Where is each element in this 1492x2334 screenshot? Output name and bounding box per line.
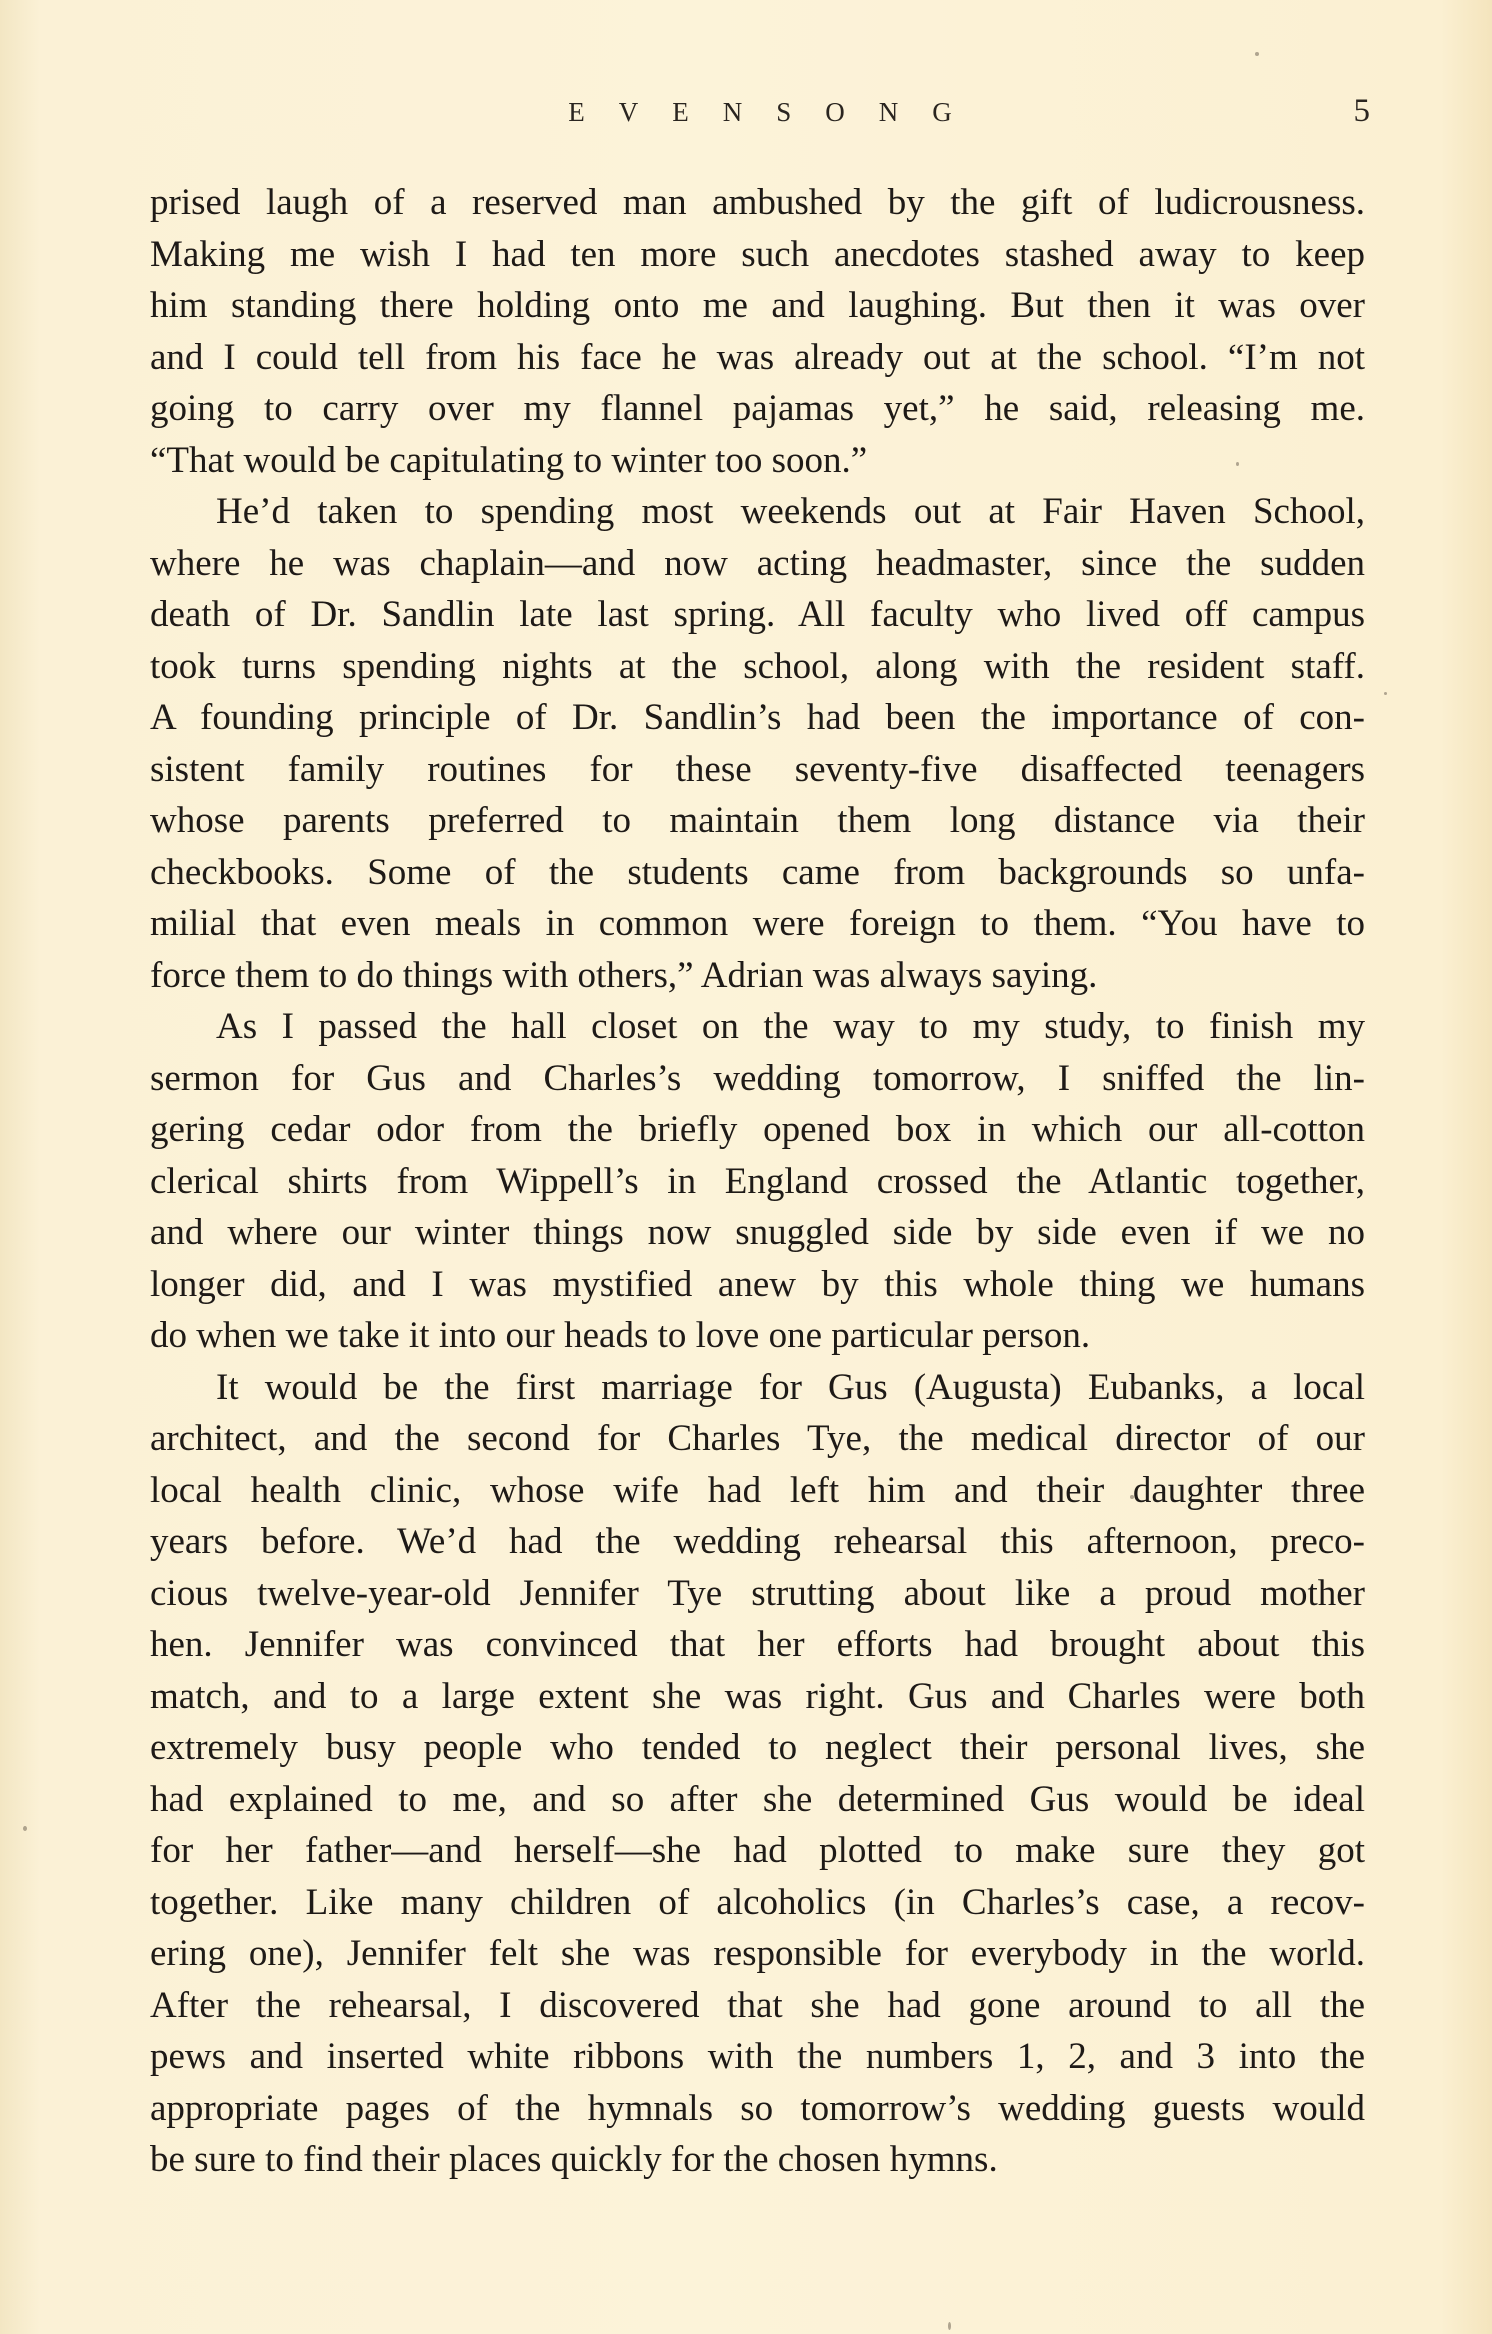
text-line: “That would be capitulating to winter too soon.” <box>150 439 868 481</box>
text-line: gering cedar odor from the briefly opened box in which our all-cotton <box>150 1109 1365 1150</box>
page-number: 5 <box>1353 93 1370 129</box>
text-line: ering one), Jennifer felt she was responsible for everybody in the world. <box>150 1933 1365 1974</box>
text-line: clerical shirts from Wippell’s in England crossed the Atlantic together, <box>150 1160 1365 1202</box>
text-line: As I passed the hall closet on the way to my study, to finish my <box>216 1006 1365 1047</box>
text-line: sistent family routines for these seventy-five disaffected teenagers <box>150 748 1365 790</box>
text-line: where he was chaplain—and now acting headmaster, since the sudden <box>150 542 1365 584</box>
text-line: architect, and the second for Charles Tye, the medical director of our <box>150 1418 1365 1459</box>
text-line: hen. Jennifer was convinced that her efforts had brought about this <box>150 1624 1365 1665</box>
paper-speck <box>23 1826 27 1831</box>
paragraph <box>150 486 1365 1001</box>
text-line: longer did, and I was mystified anew by this whole thing we humans <box>150 1263 1365 1305</box>
text-line: and where our winter things now snuggled side by side even if we no <box>150 1212 1365 1253</box>
paragraph <box>150 1001 1365 1362</box>
text-line: It would be the first marriage for Gus (Augusta) Eubanks, a local <box>216 1366 1365 1408</box>
text-line: milial that even meals in common were foreign to them. “You have to <box>150 903 1365 944</box>
text-line: sermon for Gus and Charles’s wedding tomorrow, I sniffed the lin- <box>150 1057 1365 1099</box>
paper-speck <box>1255 52 1259 56</box>
running-head <box>150 93 1370 133</box>
text-line: and I could tell from his face he was already out at the school. “I’m not <box>150 336 1365 378</box>
text-line: had explained to me, and so after she determined Gus would be ideal <box>150 1778 1365 1820</box>
text-line: local health clinic, whose wife had left him and their daughter three <box>150 1469 1365 1511</box>
text-line: After the rehearsal, I discovered that she had gone around to all the <box>150 1984 1365 2026</box>
text-line: him standing there holding onto me and laughing. But then it was over <box>150 285 1365 326</box>
text-line: extremely busy people who tended to neglect their personal lives, she <box>150 1727 1365 1768</box>
paragraph <box>150 1362 1365 2186</box>
text-line: A founding principle of Dr. Sandlin’s had been the importance of con- <box>150 697 1365 738</box>
text-line: Making me wish I had ten more such anecdotes stashed away to keep <box>150 233 1365 275</box>
text-line: death of Dr. Sandlin late last spring. All faculty who lived off campus <box>150 594 1365 635</box>
text-line: appropriate pages of the hymnals so tomorrow’s wedding guests would <box>150 2087 1365 2129</box>
text-line: together. Like many children of alcoholics (in Charles’s case, a recov- <box>150 1881 1365 1923</box>
text-line: took turns spending nights at the school, along with the resident staff. <box>150 645 1365 687</box>
text-line: for her father—and herself—she had plotted to make sure they got <box>150 1830 1365 1871</box>
text-line: pews and inserted white ribbons with the numbers 1, 2, and 3 into the <box>150 2036 1365 2077</box>
text-line: force them to do things with others,” Adrian was always saying. <box>150 954 1098 996</box>
body-text <box>150 177 1365 2186</box>
running-head-title: EVENSONG <box>568 97 986 127</box>
text-line: prised laugh of a reserved man ambushed by the gift of ludicrousness. <box>150 182 1365 223</box>
paper-speck <box>948 2322 951 2330</box>
text-line: checkbooks. Some of the students came from backgrounds so unfa- <box>150 851 1365 893</box>
paper-speck <box>1384 692 1387 695</box>
text-line: going to carry over my flannel pajamas yet,” he said, releasing me. <box>150 388 1365 429</box>
text-line: years before. We’d had the wedding rehearsal this afternoon, preco- <box>150 1521 1365 1562</box>
text-line: cious twelve-year-old Jennifer Tye strutting about like a proud mother <box>150 1572 1365 1614</box>
text-line: be sure to find their places quickly for the chosen hymns. <box>150 2139 998 2180</box>
text-line: match, and to a large extent she was right. Gus and Charles were both <box>150 1675 1365 1717</box>
text-line: He’d taken to spending most weekends out at Fair Haven School, <box>216 491 1365 532</box>
paragraph <box>150 177 1365 486</box>
text-line: do when we take it into our heads to love one particular person. <box>150 1315 1091 1356</box>
text-line: whose parents preferred to maintain them long distance via their <box>150 800 1365 841</box>
